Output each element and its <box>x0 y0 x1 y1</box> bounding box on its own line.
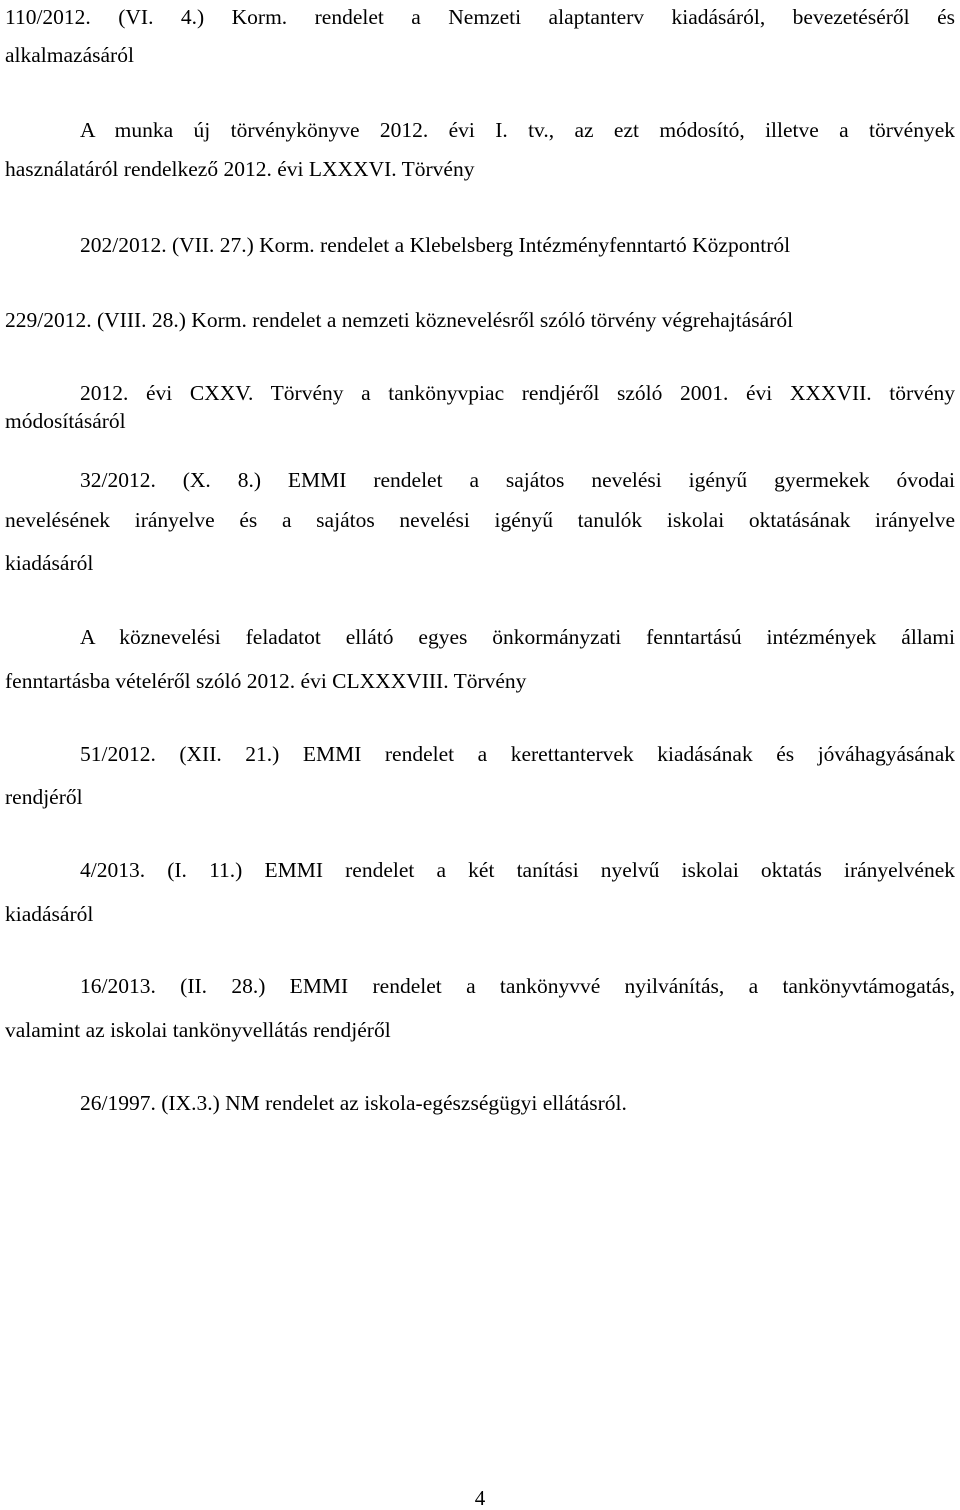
item-line: A munka új törvénykönyve 2012. évi I. tv., az ezt módosító, illetve a törvények <box>80 118 955 142</box>
item-line: használatáról rendelkező 2012. évi LXXXVI. Törvény <box>5 157 475 181</box>
item-line: 51/2012. (XII. 21.) EMMI rendelet a kerettantervek kiadásának és jóváhagyásának <box>80 742 955 766</box>
page-number: 4 <box>474 1486 486 1510</box>
item-line: kiadásáról <box>5 551 94 575</box>
item-line: 16/2013. (II. 28.) EMMI rendelet a tankönyvvé nyilvánítás, a tankönyvtámogatás, <box>80 974 955 998</box>
item-line: kiadásáról <box>5 902 94 926</box>
item-line: 32/2012. (X. 8.) EMMI rendelet a sajátos nevelési igényű gyermekek óvodai <box>80 468 955 492</box>
item-line: alkalmazásáról <box>5 43 134 67</box>
item-line: 110/2012. (VI. 4.) Korm. rendelet a Nemzeti alaptanterv kiadásáról, bevezetéséről és <box>5 5 955 29</box>
item-line: fenntartásba vételéről szóló 2012. évi CLXXXVIII. Törvény <box>5 669 527 693</box>
item-line: A köznevelési feladatot ellátó egyes önkormányzati fenntartású intézmények állami <box>80 625 955 649</box>
item-line: 4/2013. (I. 11.) EMMI rendelet a két tanítási nyelvű iskolai oktatás irányelvének <box>80 858 955 882</box>
item-line: 202/2012. (VII. 27.) Korm. rendelet a Klebelsberg Intézményfenntartó Központról <box>80 233 791 257</box>
item-line: módosításáról <box>5 409 126 433</box>
item-line: nevelésének irányelve és a sajátos nevelési igényű tanulók iskolai oktatásának irányelve <box>5 508 955 532</box>
item-line: 26/1997. (IX.3.) NM rendelet az iskola-egészségügyi ellátásról. <box>80 1091 627 1115</box>
item-line: valamint az iskolai tankönyvellátás rendjéről <box>5 1018 391 1042</box>
item-line: 229/2012. (VIII. 28.) Korm. rendelet a nemzeti köznevelésről szóló törvény végrehajtásáról <box>5 308 794 332</box>
item-line: 2012. évi CXXV. Törvény a tankönyvpiac rendjéről szóló 2001. évi XXXVII. törvény <box>80 381 955 405</box>
item-line: rendjéről <box>5 785 83 809</box>
